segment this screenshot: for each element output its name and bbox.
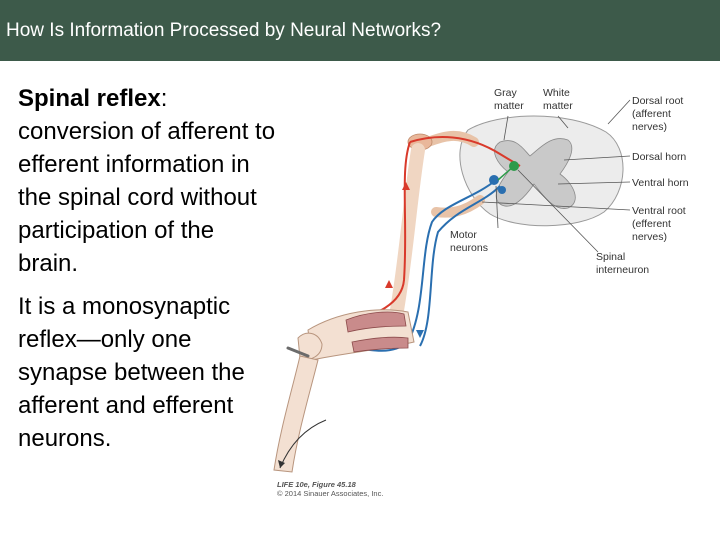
- copyright-text: © 2014 Sinauer Associates, Inc.: [277, 489, 384, 498]
- definition-text: : conversion of afferent to efferent information in the spinal cord without participation of the brain.: [18, 85, 276, 277]
- label-ventral-horn: Ventral horn: [632, 177, 689, 189]
- label-ventral-root-1: Ventral root: [632, 205, 686, 217]
- figure-credit: [277, 480, 383, 498]
- paragraph-monosynaptic: It is a monosynaptic reflex—only one synapse between the afferent and efferent neurons.: [18, 293, 245, 452]
- lower-leg: [274, 356, 318, 472]
- slide-title: How Is Information Processed by Neural Networks?: [6, 20, 442, 41]
- label-dorsal-root-1: Dorsal root: [632, 95, 684, 107]
- term-spinal-reflex: Spinal reflex: [18, 85, 161, 112]
- figure-reference: LIFE 10e, Figure 45.18: [277, 480, 356, 489]
- motor-neuron-1: [489, 175, 499, 185]
- nerve-bundle: [396, 150, 418, 316]
- label-motor-neurons-2: neurons: [450, 242, 488, 254]
- label-spinal-interneuron-2: interneuron: [596, 264, 650, 276]
- label-gray-matter-1: Gray: [494, 87, 517, 99]
- motor-neuron-2: [498, 186, 506, 194]
- label-dorsal-horn: Dorsal horn: [632, 151, 687, 163]
- spinal-reflex-figure: [268, 80, 720, 500]
- label-dorsal-root-3: nerves): [632, 121, 668, 133]
- label-ventral-root-3: nerves): [632, 231, 668, 243]
- label-ventral-root-2: (efferent: [632, 218, 671, 230]
- title-bar: [0, 0, 720, 61]
- afferent-arrow-2: [385, 280, 393, 288]
- label-white-matter-1: White: [543, 87, 570, 99]
- label-motor-neurons-1: Motor: [450, 229, 477, 241]
- slide-body: [18, 82, 278, 455]
- paragraph-spinal-reflex: [18, 82, 278, 280]
- label-dorsal-root-2: (afferent: [632, 108, 671, 120]
- label-spinal-interneuron-1: Spinal: [596, 251, 626, 263]
- label-white-matter-2: matter: [543, 100, 573, 112]
- label-gray-matter-2: matter: [494, 100, 524, 112]
